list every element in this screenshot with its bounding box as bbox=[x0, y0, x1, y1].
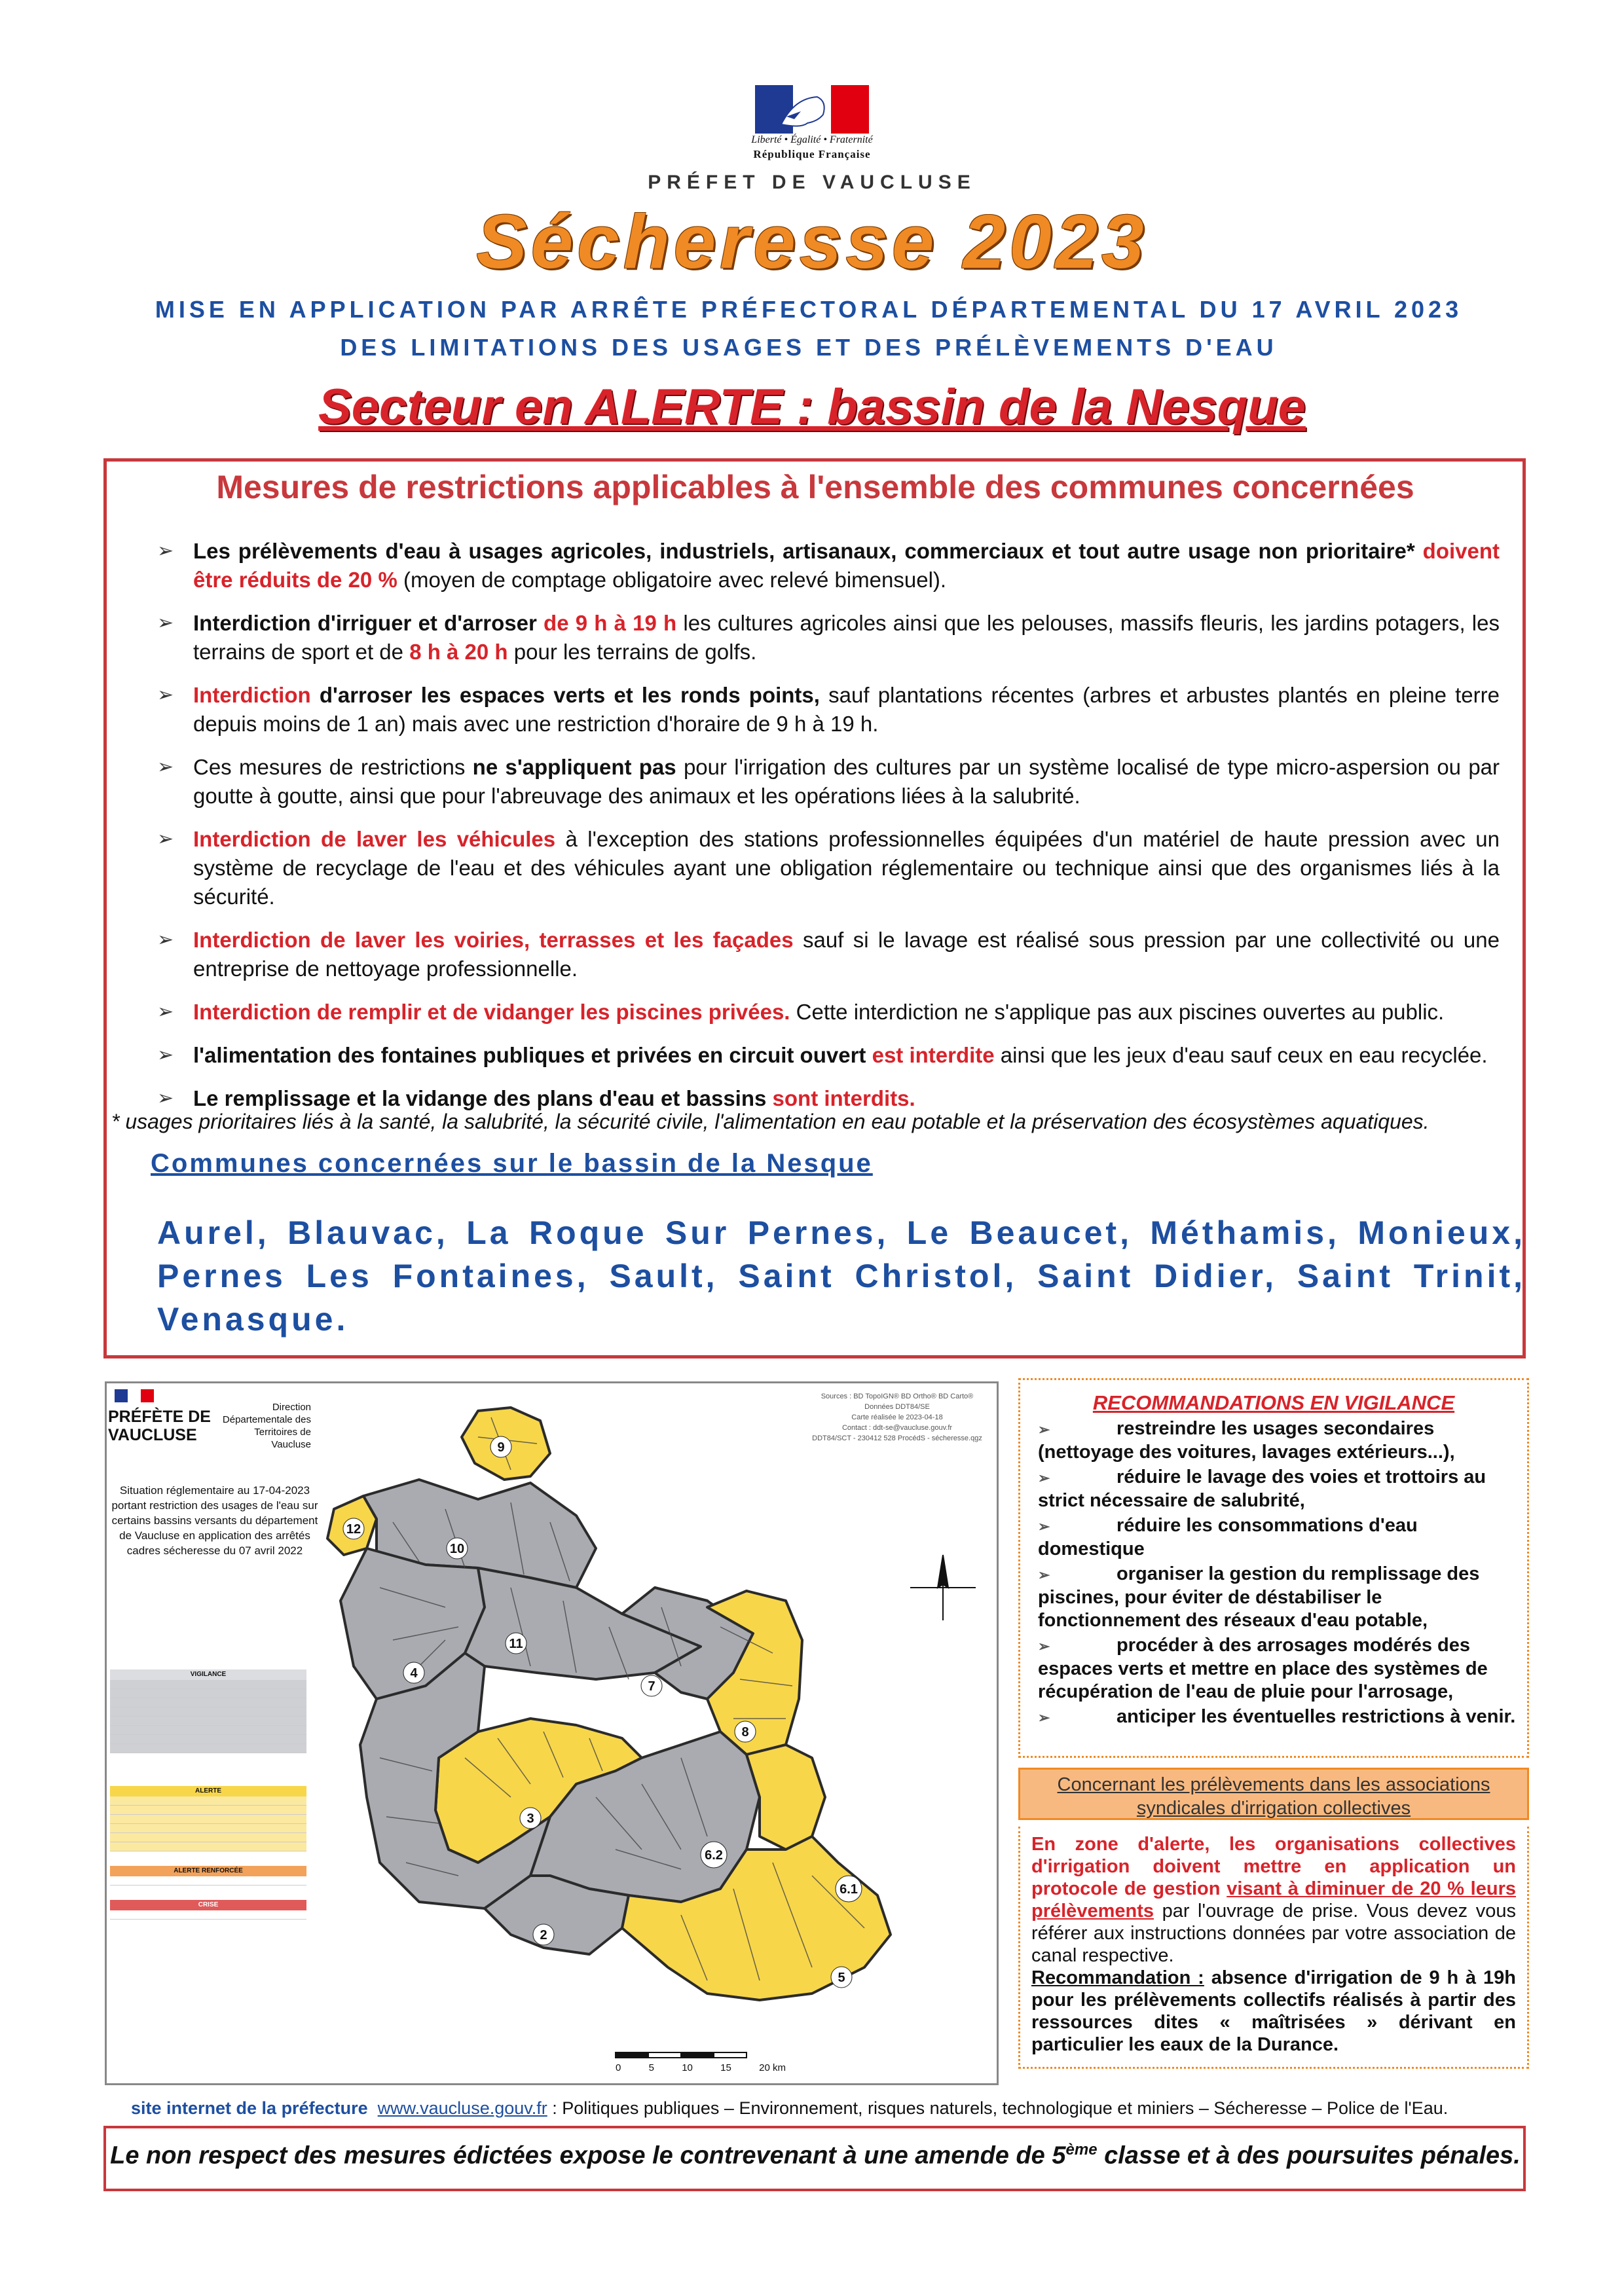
svg-text:3: 3 bbox=[526, 1812, 534, 1826]
map-source-line: Contact : ddt-se@vaucluse.gouv.fr bbox=[841, 1424, 953, 1432]
measure-item bbox=[157, 926, 1500, 983]
arrow-icon: ➢ bbox=[157, 684, 174, 706]
map-source-line: Données DDT84/SE bbox=[864, 1403, 930, 1411]
map-source-line: Carte réalisée le 2023-04-18 bbox=[851, 1413, 943, 1421]
prefet-label: PRÉFET DE VAUCLUSE bbox=[648, 172, 976, 193]
warning-sup: ème bbox=[1065, 2141, 1098, 2159]
arrow-icon: ➢ bbox=[157, 612, 174, 634]
arrow-icon: ➢ bbox=[1038, 1421, 1050, 1438]
subtitle-line1: MISE EN APPLICATION PAR ARRÊTE PRÉFECTORAL DÉPARTEMENTAL DU 17 AVRIL 2023 bbox=[155, 296, 1463, 323]
map-legend bbox=[110, 1669, 306, 1920]
rf-motto: Liberté • Égalité • Fraternité bbox=[751, 134, 873, 145]
measure-text: Interdiction de laver les véhicules bbox=[193, 827, 556, 851]
recommendation-item: ➢ réduire le lavage des voies et trottoirs au strict nécessaire de salubrité, bbox=[1038, 1467, 1486, 1511]
scale-label: 5 bbox=[648, 2062, 654, 2073]
arrow-icon: ➢ bbox=[157, 929, 174, 951]
measure-text: les cultures agricoles ainsi que les pelouses, massifs fleuris, les jardins potagers, les terrains de sport et de bbox=[193, 611, 1500, 664]
measure-item bbox=[157, 998, 1500, 1027]
arrow-icon: ➢ bbox=[1038, 1518, 1050, 1535]
page-title: Sécheresse 2023 bbox=[476, 199, 1148, 284]
svg-text:12: 12 bbox=[346, 1522, 361, 1537]
arrow-icon: ➢ bbox=[1038, 1709, 1050, 1726]
measure-text: Interdiction de laver les voiries, terrasses et les façades bbox=[193, 928, 794, 952]
svg-text:6.2: 6.2 bbox=[705, 1848, 723, 1863]
measure-item bbox=[157, 1084, 1500, 1113]
legend-crise-header: CRISE bbox=[110, 1900, 306, 1910]
reco-text: absence d'irrigation de 9 h à 19h pour les prélèvements collectifs réalisés à partir des ressources dites « maîtrisées » dérivant en particulier les eaux de la Durance. bbox=[1031, 1967, 1517, 2055]
site-path: : Politiques publiques – Environnement, risques naturels, technologique et miniers – Sécheresse – Police de l'Eau. bbox=[547, 2098, 1449, 2118]
map-flag-logo bbox=[115, 1389, 154, 1402]
associations-title: Concernant les prélèvements dans les associations syndicales d'irrigation collectives bbox=[1057, 1774, 1490, 1819]
reco-label: Recommandation : bbox=[1031, 1967, 1204, 1988]
alert-continuation: par l'ouvrage de prise. Vous devez vous référer aux instructions données par votre association de canal respective. bbox=[1031, 1901, 1516, 1966]
measure-item bbox=[157, 537, 1500, 594]
map-direction: Direction Départementale des Territoires de Vaucluse bbox=[222, 1402, 311, 1450]
zone-label-12 bbox=[343, 1518, 364, 1539]
measure-text: Interdiction d'irriguer et d'arroser bbox=[193, 611, 544, 635]
recommendation-item: ➢ restreindre les usages secondaires (nettoyage des voitures, lavages extérieurs...), bbox=[1038, 1418, 1455, 1463]
zone-label-11 bbox=[506, 1633, 526, 1654]
zone-label-6-2 bbox=[701, 1842, 727, 1868]
alert-text bbox=[1031, 1833, 1516, 2056]
site-line bbox=[131, 2098, 1572, 2119]
measure-item bbox=[157, 609, 1500, 666]
measure-text: Interdiction de remplir et de vidanger les piscines privées. bbox=[193, 1000, 790, 1024]
alert-intro: En zone d'alerte, les organisations collectives d'irrigation doivent mettre en application un protocole de gestion bbox=[1031, 1834, 1516, 1899]
measures-list bbox=[157, 537, 1500, 1127]
measures-title: Mesures de restrictions applicables à l'ensemble des communes concernées bbox=[216, 469, 1414, 505]
recommendation-item: ➢ anticiper les éventuelles restrictions à venir. bbox=[1038, 1705, 1516, 1729]
communes-title: Communes concernées sur le bassin de la Nesque bbox=[151, 1149, 873, 1178]
site-label: site internet de la préfecture bbox=[131, 2098, 368, 2118]
arrow-icon: ➢ bbox=[157, 756, 174, 778]
measure-text: sauf si le lavage est réalisé sous pression par une collectivité ou une entreprise de nettoyage professionnelle. bbox=[193, 928, 1500, 981]
measure-text: Ces mesures de restrictions bbox=[193, 755, 473, 779]
measure-text: l'alimentation des fontaines publiques et privées en circuit ouvert bbox=[193, 1043, 872, 1067]
sector-heading: Secteur en ALERTE : bassin de la Nesque bbox=[318, 379, 1306, 435]
scale-label: 20 km bbox=[759, 2062, 786, 2073]
svg-text:11: 11 bbox=[509, 1637, 523, 1651]
measure-text: pour les terrains de golfs. bbox=[507, 640, 757, 664]
map-source-line: Sources : BD TopoIGN® BD Ortho® BD Carto® bbox=[821, 1393, 974, 1400]
map-source-line: DDT84/SCT - 230412 528 ProcédS - sécheresse.qgz bbox=[812, 1434, 982, 1442]
svg-text:5: 5 bbox=[838, 1971, 845, 1985]
svg-text:2: 2 bbox=[540, 1928, 547, 1942]
zone-label-6-1 bbox=[836, 1876, 862, 1902]
svg-text:8: 8 bbox=[741, 1725, 749, 1740]
measure-item bbox=[157, 825, 1500, 911]
svg-text:7: 7 bbox=[648, 1679, 655, 1694]
arrow-icon: ➢ bbox=[157, 1044, 174, 1066]
measure-text: sont interdits. bbox=[772, 1086, 915, 1110]
arrow-icon: ➢ bbox=[1038, 1638, 1050, 1654]
recommendations-list bbox=[1038, 1417, 1516, 1731]
zone-6-1 bbox=[747, 1745, 825, 1850]
arrow-icon: ➢ bbox=[1038, 1470, 1050, 1486]
measure-text: (moyen de comptage obligatoire avec relevé bimensuel). bbox=[397, 568, 947, 592]
warning-pre: Le non respect des mesures édictées expose le contrevenant à une amende de 5 bbox=[110, 2141, 1066, 2170]
measure-text: Interdiction bbox=[193, 683, 311, 707]
scale-labels bbox=[616, 2062, 786, 2073]
marianne-logo bbox=[755, 85, 869, 134]
measure-text: est interdite bbox=[872, 1043, 995, 1067]
arrow-icon: ➢ bbox=[157, 540, 174, 562]
recommendation-item: ➢ organiser la gestion du remplissage des piscines, pour éviter de déstabiliser le fonctionnement des réseaux d'eau potable, bbox=[1038, 1563, 1480, 1631]
arrow-icon: ➢ bbox=[157, 1001, 174, 1023]
measure-item bbox=[157, 681, 1500, 738]
zone-label-5 bbox=[831, 1967, 852, 1988]
scale-bar bbox=[616, 2052, 747, 2058]
measure-text: ainsi que les jeux d'eau sauf ceux en eau recyclée. bbox=[994, 1043, 1488, 1067]
svg-text:10: 10 bbox=[449, 1542, 465, 1556]
measure-text: d'arroser les espaces verts et les ronds points, bbox=[310, 683, 820, 707]
arrow-icon: ➢ bbox=[157, 1087, 174, 1109]
map-prefete: PRÉFÈTE DE VAUCLUSE bbox=[108, 1408, 211, 1444]
measure-text: pour l'irrigation des cultures par un système localisé de type micro-aspersion ou par goutte à goutte, ainsi que pour l'abreuvage des animaux et les opérations liées à la salubrité. bbox=[193, 755, 1500, 808]
zone-label-4 bbox=[403, 1662, 424, 1683]
map-situation: Situation réglementaire au 17-04-2023 portant restriction des usages de l'eau sur certains bassins versants du département de Vaucluse en application des arrêtés cadres sécheresse du 07 avril 2022 bbox=[111, 1484, 318, 1557]
vaucluse-map bbox=[314, 1391, 995, 2082]
zone-label-10 bbox=[447, 1538, 468, 1559]
zone-label-8 bbox=[735, 1721, 756, 1742]
zone-label-2 bbox=[533, 1924, 554, 1945]
zone-label-7 bbox=[641, 1675, 662, 1696]
recommendations-title: RECOMMANDATIONS EN VIGILANCE bbox=[1092, 1391, 1455, 1414]
scale-label: 15 bbox=[720, 2062, 731, 2073]
measure-text: de 9 h à 19 h bbox=[544, 611, 677, 635]
legend-alerte-header: ALERTE bbox=[110, 1786, 306, 1796]
recommendation-item: ➢ procéder à des arrosages modérés des espaces verts et mettre en place des systèmes de récupération de l'eau de pluie pour l'arrosage, bbox=[1038, 1635, 1488, 1702]
recommendation-item: ➢ réduire les consommations d'eau domestique bbox=[1038, 1515, 1418, 1559]
measure-text: doivent être réduits de 20 % bbox=[193, 539, 1500, 592]
arrow-icon: ➢ bbox=[1038, 1567, 1050, 1583]
rf-name: République Française bbox=[753, 148, 871, 160]
measure-text: sauf plantations récentes (arbres et arbustes plantés en pleine terre depuis moins de 1 an) mais avec une restriction d'horaire de 9 h à 19 h. bbox=[193, 683, 1500, 736]
scale-label: 0 bbox=[616, 2062, 621, 2073]
communes-list: Aurel, Blauvac, La Roque Sur Pernes, Le Beaucet, Méthamis, Monieux, Pernes Les Fontaines, Sault, Saint Christol, Saint Didier, Saint Trinit, Venasque. bbox=[157, 1214, 1526, 1338]
svg-text:4: 4 bbox=[410, 1666, 418, 1681]
zone-label-3 bbox=[520, 1808, 541, 1829]
measure-item bbox=[157, 753, 1500, 811]
north-arrow-icon bbox=[910, 1555, 976, 1620]
scale-label: 10 bbox=[682, 2062, 693, 2073]
warning-text bbox=[105, 2141, 1526, 2170]
arrow-icon: ➢ bbox=[157, 828, 174, 850]
measure-item bbox=[157, 1041, 1500, 1070]
warning-post: classe et à des poursuites pénales. bbox=[1097, 2141, 1521, 2170]
measure-text: 8 h à 20 h bbox=[409, 640, 508, 664]
svg-text:6.1: 6.1 bbox=[840, 1882, 858, 1897]
subtitle-line2: DES LIMITATIONS DES USAGES ET DES PRÉLÈVEMENTS D'EAU bbox=[340, 334, 1278, 361]
measure-text: Le remplissage et la vidange des plans d'eau et bassins bbox=[193, 1086, 773, 1110]
site-link[interactable]: www.vaucluse.gouv.fr bbox=[377, 2098, 547, 2118]
measure-text: à l'exception des stations professionnelles équipées d'un matériel de haute pression avec un système de recyclage de l'eau et des véhicules ayant une obligation réglementaire ou technique ainsi que des organismes liés à la sécurité. bbox=[193, 827, 1500, 909]
legend-vigilance-header: VIGILANCE bbox=[110, 1669, 306, 1680]
measure-text: Les prélèvements d'eau à usages agricoles, industriels, artisanaux, commerciaux et tout autre usage non prioritaire* bbox=[193, 539, 1423, 563]
alert-highlight: visant à diminuer de 20 % leurs prélèvements bbox=[1031, 1878, 1516, 1922]
measure-text: ne s'appliquent pas bbox=[472, 755, 676, 779]
measure-text: Cette interdiction ne s'applique pas aux piscines ouvertes au public. bbox=[790, 1000, 1445, 1024]
legend-renforcee-header: ALERTE RENFORCÉE bbox=[110, 1866, 306, 1876]
footnote: * usages prioritaires liés à la santé, la salubrité, la sécurité civile, l'alimentation en eau potable et la préservation des écosystèmes aquatiques. bbox=[111, 1110, 1430, 1133]
zone-label-9 bbox=[490, 1436, 511, 1457]
svg-text:9: 9 bbox=[497, 1440, 505, 1455]
